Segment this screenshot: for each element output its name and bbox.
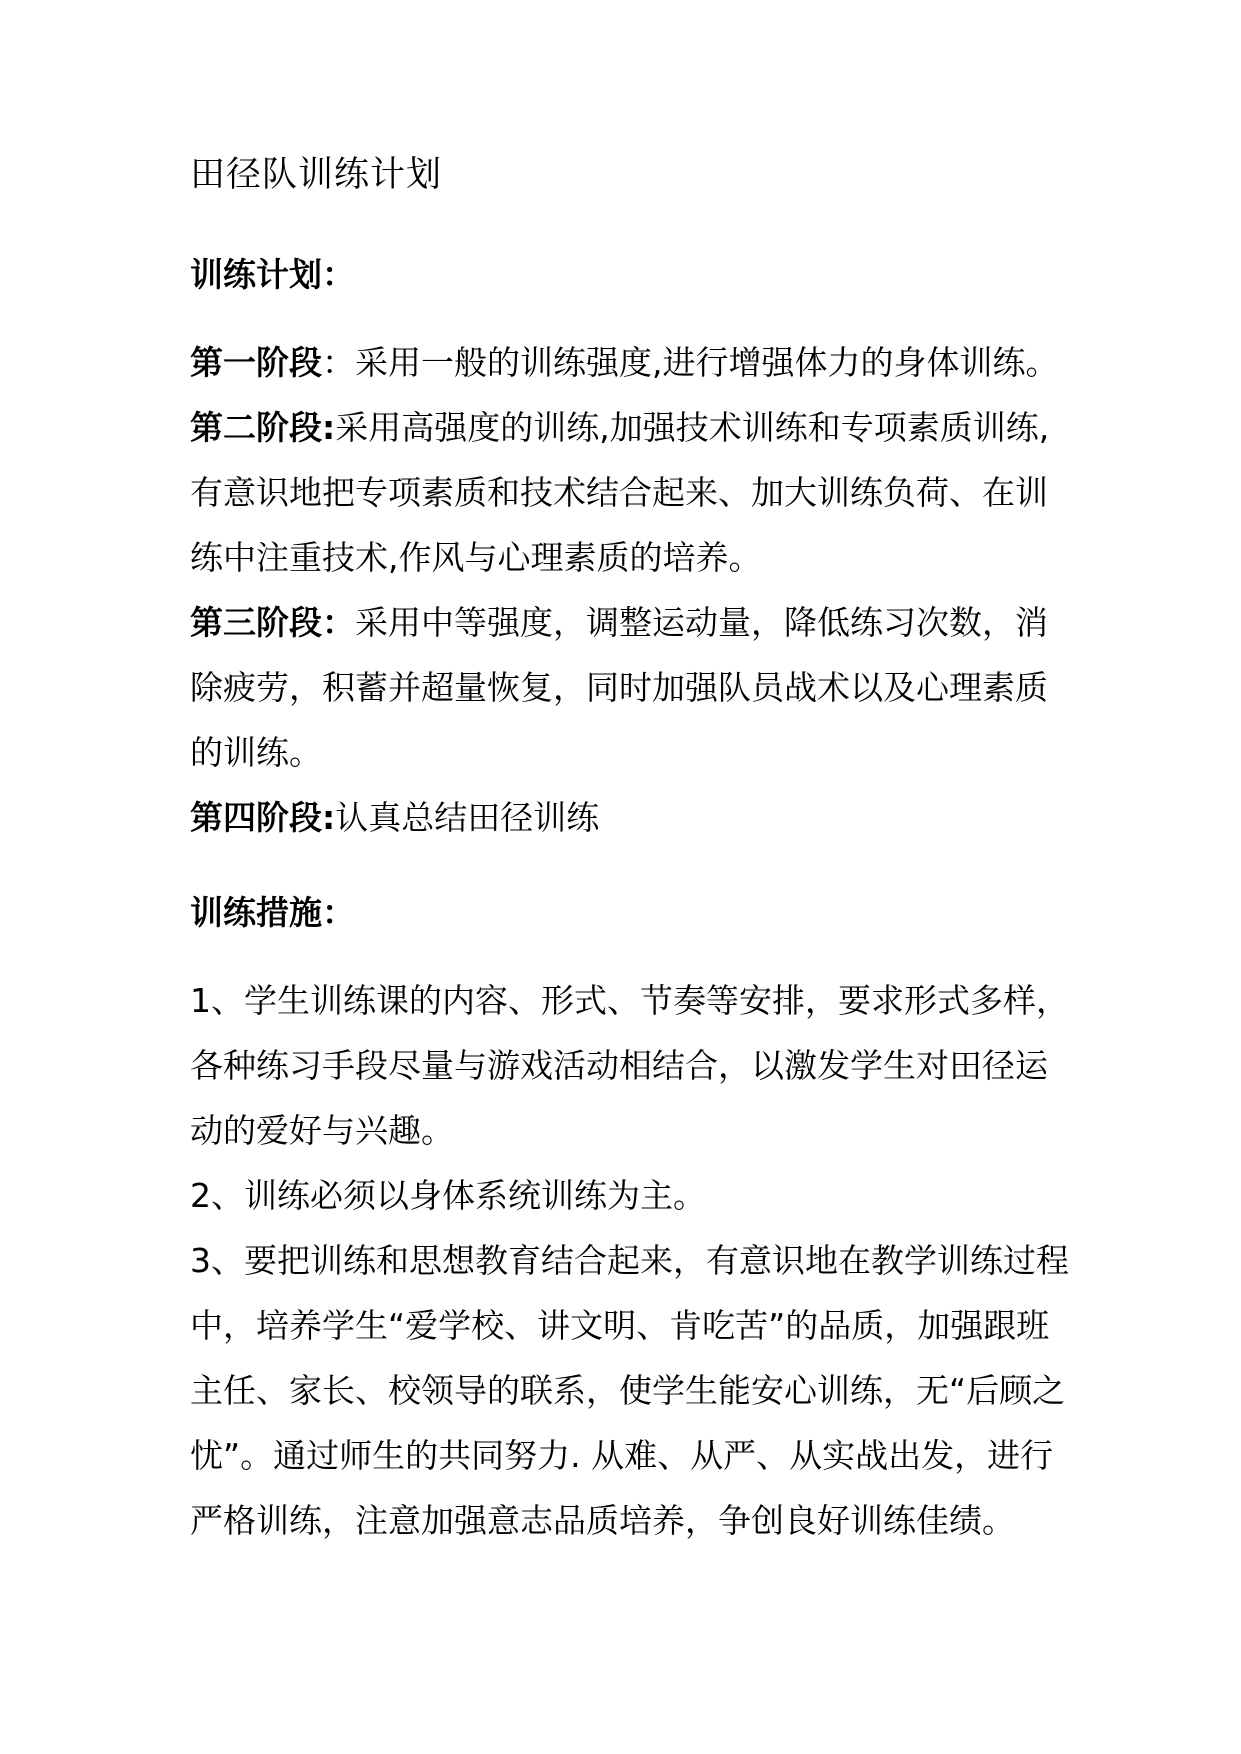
stage-4-paragraph: [190, 785, 1080, 850]
document-body: [190, 150, 1080, 1553]
stage-2-text: 采用高强度的训练,加强技术训练和专项素质训练,有意识地把专项素质和技术结合起来、加大训练负荷、在训练中注重技术,作风与心理素质的培养。: [190, 408, 1050, 577]
stage-list: [190, 330, 1080, 850]
stage-4-text: 认真总结田径训练: [335, 798, 600, 837]
training-plan-heading: 训练计划：: [190, 255, 355, 294]
stage-2-label: 第二阶段:: [190, 408, 336, 447]
stage-1-text: ：采用一般的训练强度,进行增强体力的身体训练。: [322, 343, 1059, 382]
training-measures-heading: 训练措施：: [190, 893, 355, 932]
measure-3-paragraph: 3、要把训练和思想教育结合起来，有意识地在教学训练过程中，培养学生“爱学校、讲文明、肯吃苦”的品质，加强跟班主任、家长、校领导的联系，使学生能安心训练，无“后顾之忧”。通过师生的共同努力. 从难、从严、从实战出发，进行严格训练，注意加强意志品质培养，争创良好训练佳绩。: [190, 1241, 1069, 1540]
measure-list: [190, 968, 1080, 1553]
stage-3-label: 第三阶段：: [190, 603, 355, 642]
document-title: 田径队训练计划: [190, 155, 443, 195]
stage-3-paragraph: [190, 590, 1080, 785]
measure-1-paragraph: 1、学生训练课的内容、形式、节奏等安排，要求形式多样，各种练习手段尽量与游戏活动相结合，以激发学生对田径运动的爱好与兴趣。: [190, 981, 1069, 1150]
stage-3-text: 采用中等强度，调整运动量，降低练习次数，消除疲劳，积蓄并超量恢复，同时加强队员战术以及心理素质的训练。: [190, 603, 1048, 772]
stage-4-label: 第四阶段:: [190, 798, 336, 837]
measure-2-paragraph: 2、训练必须以身体系统训练为主。: [190, 1176, 706, 1215]
stage-1-paragraph: [190, 330, 1080, 395]
stage-1-label: 第一阶段: [190, 343, 322, 382]
stage-2-paragraph: [190, 395, 1080, 590]
